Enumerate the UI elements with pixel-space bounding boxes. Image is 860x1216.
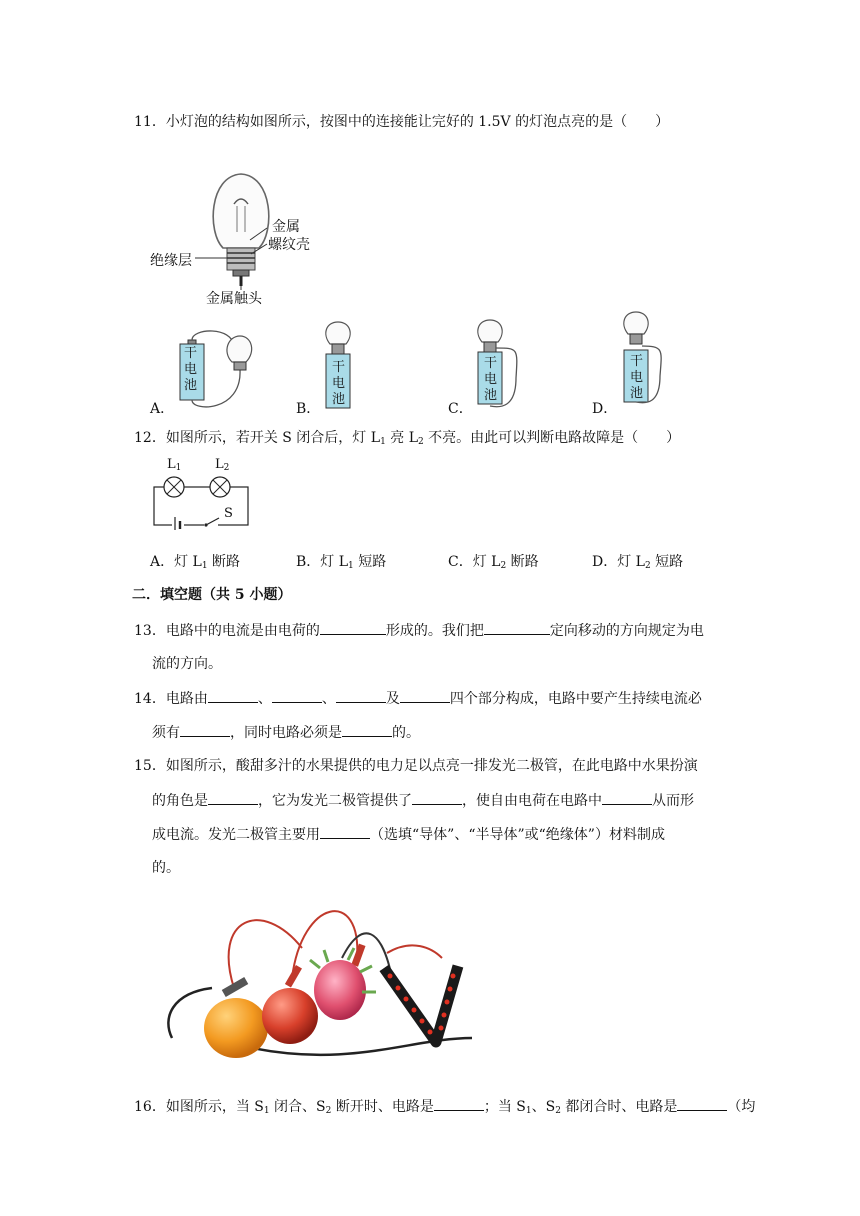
label-switch-s: S (224, 506, 233, 521)
q11-option-d[interactable]: D． (592, 401, 618, 417)
bulb-label-insulation: 绝缘层 (150, 253, 192, 269)
q15-blank-2[interactable] (412, 790, 462, 805)
q14-blank-4[interactable] (400, 688, 450, 703)
fruit-battery-photo (152, 888, 522, 1058)
bulb-label-metal: 金属 (272, 219, 300, 235)
q12-option-a[interactable]: A．灯 $L_1$ 断路 (150, 554, 241, 571)
q14-blank-3[interactable] (336, 688, 386, 703)
q14-blank-1[interactable] (208, 688, 258, 703)
option-c-figure (470, 318, 530, 410)
q14-blank-6[interactable] (342, 722, 392, 737)
q16-blank-2[interactable] (677, 1096, 727, 1111)
q11-option-b[interactable]: B． (296, 401, 321, 417)
q14-line2: 须有 ，同时电路必须是 的。 (152, 722, 420, 743)
q15-blank-3[interactable] (602, 790, 652, 805)
q14-blank-5[interactable] (180, 722, 230, 737)
battery-a-label: 干 电 池 (184, 346, 198, 393)
bulb-glass (213, 174, 269, 248)
battery-c-label: 干 电 池 (484, 356, 498, 403)
bulb-label-contact: 金属触头 (206, 291, 262, 307)
q12-option-c[interactable]: C．灯 $L_2$ 断路 (448, 554, 539, 571)
q12-text: 12．如图所示，若开关 S 闭合后，灯 $L_1$ 亮 $L_2$ 不亮。由此可以判断电路故障是（ ） (134, 430, 681, 447)
q13-line2: 流的方向。 (152, 656, 222, 672)
q15-line3: 成电流。发光二极管主要用 （选填“导体”、“半导体”或“绝缘体”）材料制成 (152, 824, 665, 845)
q15-line1: 15．如图所示，酸甜多汁的水果提供的电力足以点亮一排发光二极管，在此电路中水果扮演 (134, 758, 698, 774)
q15-line4: 的。 (152, 860, 180, 876)
section-2-title: 二．填空题（共 5 小题） (132, 587, 292, 603)
option-b-figure (318, 320, 378, 412)
label-l1: $L_1$ (167, 457, 182, 473)
q15-blank-4[interactable] (320, 824, 370, 839)
label-l2: $L_2$ (215, 457, 230, 473)
q12-circuit-diagram (150, 454, 255, 530)
q12-option-b[interactable]: B．灯 $L_1$ 短路 (296, 554, 387, 571)
battery-d-label: 干 电 池 (630, 354, 644, 401)
bulb-screw-base (227, 248, 255, 270)
q11-text: 11．小灯泡的结构如图所示，按图中的连接能让完好的 1.5V 的灯泡点亮的是（ ） (134, 114, 670, 130)
q14-line1: 14．电路由 、 、 及 四个部分构成，电路中要产生持续电流必 (134, 688, 702, 709)
q15-line2: 的角色是 ，它为发光二极管提供了 ，使自由电荷在电路中 从而形 (152, 790, 694, 811)
q13-line1: 13．电路中的电流是由电荷的 形成的。我们把 定向移动的方向规定为电 (134, 620, 704, 641)
orange-fruit (204, 998, 268, 1058)
q11-option-c[interactable]: C． (448, 401, 473, 417)
option-d-figure (616, 310, 676, 406)
q16-blank-1[interactable] (434, 1096, 484, 1111)
q13-blank-1[interactable] (320, 620, 386, 635)
q15-blank-1[interactable] (208, 790, 258, 805)
led-strip (384, 966, 458, 1042)
q11-option-a[interactable]: A． (150, 401, 175, 417)
bulb-label-screw: 螺纹壳 (268, 237, 310, 253)
battery-b-label: 干 电 池 (332, 360, 346, 407)
q13-blank-2[interactable] (484, 620, 550, 635)
q12-option-d[interactable]: D．灯 $L_2$ 短路 (592, 554, 684, 571)
pomegranate-fruit (262, 988, 318, 1044)
q16-line1: 16．如图所示，当 $S_1$ 闭合、$S_2$ 断开时、电路是 ；当 $S_1$、$S_2$ 都闭合时、电路是 （均 (134, 1096, 755, 1121)
q14-blank-2[interactable] (272, 688, 322, 703)
dragonfruit (314, 960, 366, 1020)
